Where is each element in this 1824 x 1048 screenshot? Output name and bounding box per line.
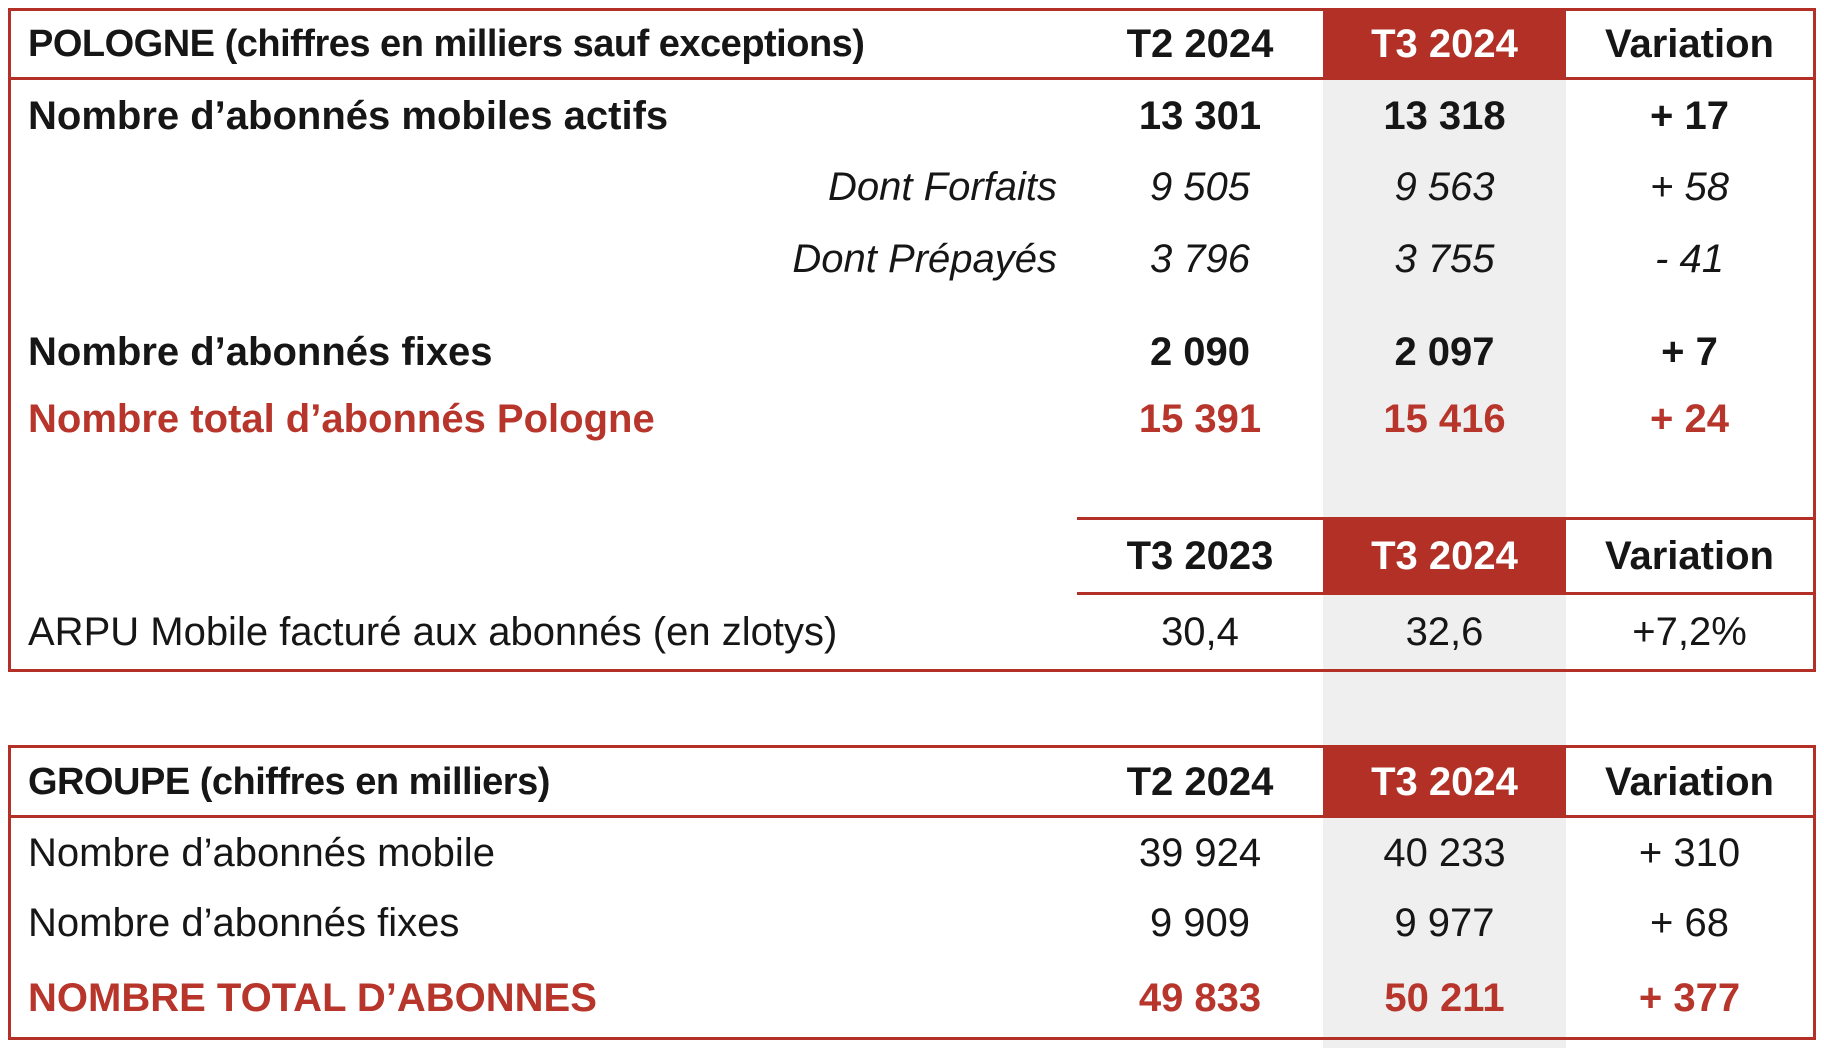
spacer [1323,451,1566,517]
row-label-abonnes-fixes: Nombre d’abonnés fixes [28,330,493,374]
spacer [1323,295,1566,317]
pologne-header-t3-2024: T3 2024 [1323,11,1566,80]
arpu-variation: +7,2% [1632,610,1747,654]
mobiles-actifs-variation: + 17 [1650,93,1729,138]
row-label-total-pologne: Nombre total d’abonnés Pologne [28,397,655,441]
pologne-table-title: POLOGNE (chiffres en milliers sauf exceptions) [11,11,1077,80]
total-pologne-t2-2024: 15 391 [1138,397,1262,441]
spacer [11,295,1077,317]
dont-forfaits-variation: + 58 [1650,165,1729,209]
row-label-groupe-total: NOMBRE TOTAL D’ABONNES [28,975,597,1020]
total-pologne-t3-2024: 15 416 [1383,397,1506,441]
dont-prepayes-t2-2024: 3 796 [1149,237,1251,281]
groupe-table [8,745,1816,1040]
groupe-mobile-variation: + 310 [1638,831,1741,875]
pologne-table [8,8,1816,672]
groupe-table-title: GROUPE (chiffres en milliers) [11,748,1077,818]
pologne-header-variation: Variation [1566,11,1813,80]
row-label-groupe-mobile: Nombre d’abonnés mobile [28,831,495,875]
abonnes-fixes-t3-2024: 2 097 [1394,330,1495,374]
dont-forfaits-t3-2024: 9 563 [1394,165,1495,209]
dont-prepayes-variation: - 41 [1655,237,1724,281]
row-label-mobiles-actifs: Nombre d’abonnés mobiles actifs [28,93,669,138]
groupe-total-t2-2024: 49 833 [1138,975,1262,1020]
groupe-mobile-t3-2024: 40 233 [1383,831,1506,875]
total-pologne-variation: + 24 [1650,397,1729,441]
abonnes-fixes-t2-2024: 2 090 [1149,330,1251,374]
groupe-fixes-t3-2024: 9 977 [1394,901,1495,945]
groupe-total-t3-2024: 50 211 [1384,975,1505,1020]
row-label-arpu-mobile: ARPU Mobile facturé aux abonnés (en zlotys) [28,610,838,654]
abonnes-fixes-variation: + 7 [1661,330,1718,374]
groupe-header-t2-2024: T2 2024 [1077,748,1323,818]
arpu-header-variation: Variation [1566,517,1813,595]
mobiles-actifs-t2-2024: 13 301 [1138,93,1262,138]
mobiles-actifs-t3-2024: 13 318 [1383,93,1506,138]
dont-forfaits-t2-2024: 9 505 [1149,165,1251,209]
row-label-dont-forfaits: Dont Forfaits [828,165,1057,209]
dont-prepayes-t3-2024: 3 755 [1394,237,1495,281]
groupe-mobile-t2-2024: 39 924 [1138,831,1262,875]
spacer [1566,295,1813,317]
spacer [1077,295,1323,317]
row-label-dont-prepayes: Dont Prépayés [792,237,1057,281]
groupe-fixes-t2-2024: 9 909 [1149,901,1251,945]
arpu-t3-2024: 32,6 [1405,610,1484,654]
groupe-total-variation: + 377 [1638,975,1741,1020]
row-label-groupe-fixes: Nombre d’abonnés fixes [28,901,460,945]
groupe-header-t3-2024: T3 2024 [1323,748,1566,818]
spacer [1077,451,1323,517]
arpu-t3-2023: 30,4 [1161,610,1239,654]
spacer [11,517,1077,595]
arpu-header-t3-2023: T3 2023 [1077,517,1323,595]
pologne-header-t2-2024: T2 2024 [1077,11,1323,80]
spacer [11,451,1077,517]
spacer [1566,451,1813,517]
arpu-header-t3-2024: T3 2024 [1323,517,1566,595]
groupe-fixes-variation: + 68 [1650,901,1729,945]
groupe-header-variation: Variation [1566,748,1813,818]
